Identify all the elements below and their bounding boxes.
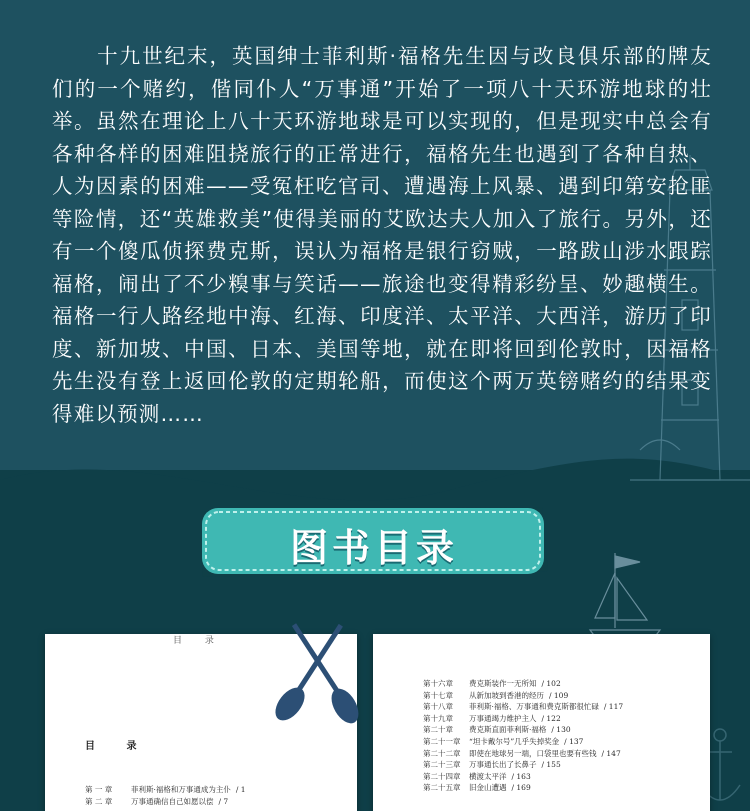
toc-list-left — [85, 784, 246, 807]
toc-entry — [423, 748, 623, 760]
toc-entry — [423, 782, 623, 794]
toc-page-number: / 109 — [549, 690, 569, 700]
intro-paragraph: 十九世纪末，英国绅士菲利斯·福格先生因与改良俱乐部的牌友们的一个赌约，偕同仆人“万事通”开始了一项八十天环游地球的壮举。虽然在理论上八十天环游地球是可以实现的，但是现实中总会有各种各样的困难阻挠旅行的正常进行，福格先生也遇到了各种自热、人为因素的困难——受冤枉吃官司、遭遇海上风暴、遇到印第安抢匪等险情，还“英雄救美”使得美丽的艾欧达夫人加入了旅行。另外，还有一个傻瓜侦探费克斯，误认为福格是银行窃贼，一路跋山涉水跟踪福格，闹出了不少糗事与笑话——旅途也变得精彩纷呈、妙趣横生。福格一行人路经地中海、红海、印度洋、太平洋、大西洋，游历了印度、新加坡、中国、日本、美国等地，就在即将回到伦敦时，因福格先生没有登上返回伦敦的定期轮船，而使这个两万英镑赌约的结果变得难以预测…… — [52, 44, 712, 426]
toc-chapter-title: 横渡太平洋 — [469, 771, 507, 781]
toc-chapter-title: “坦卡戴尔号”几乎失掉奖金 — [469, 736, 560, 746]
toc-page-number: / 117 — [603, 702, 624, 712]
toc-chapter-number: 第十七章 — [423, 690, 453, 700]
toc-chapter-title: 即使在地球另一端，口袋里也要有些钱 — [469, 748, 597, 758]
toc-entry — [423, 771, 623, 783]
toc-entry — [85, 796, 246, 808]
toc-entry — [423, 678, 623, 690]
toc-page-number: / 1 — [235, 785, 246, 794]
toc-entry — [423, 690, 623, 702]
toc-page-right — [373, 634, 710, 811]
toc-chapter-title: 费克斯装作一无所知 — [469, 679, 537, 688]
toc-chapter-title: 菲利斯·福格和万事通成为主仆 — [131, 785, 231, 794]
toc-entry — [423, 759, 623, 771]
toc-page-number: / 169 — [511, 783, 531, 793]
toc-chapter-number: 第十八章 — [423, 702, 453, 712]
toc-entry — [423, 713, 623, 725]
toc-chapter-number: 第二十一章 — [423, 736, 461, 746]
toc-chapter-number: 第 二 章 — [85, 796, 113, 806]
toc-section-badge — [196, 505, 552, 581]
crossed-oars-icon — [268, 610, 368, 740]
toc-chapter-title: 万事通长出了长鼻子 — [469, 760, 537, 770]
toc-page-number: / 163 — [511, 771, 531, 781]
toc-page-number: / 122 — [541, 713, 561, 723]
toc-entry — [423, 724, 623, 736]
toc-page-number: / 7 — [218, 796, 229, 806]
toc-chapter-title: 万事通竭力维护主人 — [469, 713, 537, 723]
toc-page-number: / 137 — [564, 736, 584, 746]
toc-entry — [423, 701, 623, 713]
sailing-ship-icon — [585, 548, 665, 648]
toc-page-number: / 147 — [601, 748, 621, 758]
toc-chapter-title: 万事通确信自己如愿以偿 — [131, 796, 214, 806]
toc-chapter-title: 旧金山遭遇 — [469, 783, 507, 793]
toc-chapter-title: 菲利斯·福格、万事通和费克斯都很忙碌 — [469, 702, 599, 712]
toc-chapter-title: 费克斯直面菲利斯·福格 — [469, 725, 547, 735]
toc-chapter-number: 第二十五章 — [423, 783, 461, 793]
toc-page-number: / 102 — [541, 679, 561, 688]
toc-chapter-number: 第二十二章 — [423, 748, 461, 758]
toc-chapter-title: 从新加坡到香港的经历 — [469, 690, 544, 700]
toc-page-number: / 155 — [541, 760, 561, 770]
page-faint-header: 目 录 — [173, 636, 224, 646]
toc-title: 目 录 — [85, 741, 151, 752]
toc-entry — [423, 736, 623, 748]
toc-chapter-number: 第十九章 — [423, 713, 453, 723]
toc-chapter-number: 第二十章 — [423, 725, 453, 735]
toc-entry — [85, 784, 246, 796]
toc-chapter-number: 第 一 章 — [85, 785, 113, 794]
section-title: 图书目录 — [289, 526, 458, 570]
toc-list-right — [423, 678, 623, 794]
toc-page-number: / 130 — [551, 725, 571, 735]
toc-chapter-number: 第二十三章 — [423, 760, 461, 770]
toc-chapter-number: 第二十四章 — [423, 771, 461, 781]
toc-chapter-number: 第十六章 — [423, 679, 453, 688]
